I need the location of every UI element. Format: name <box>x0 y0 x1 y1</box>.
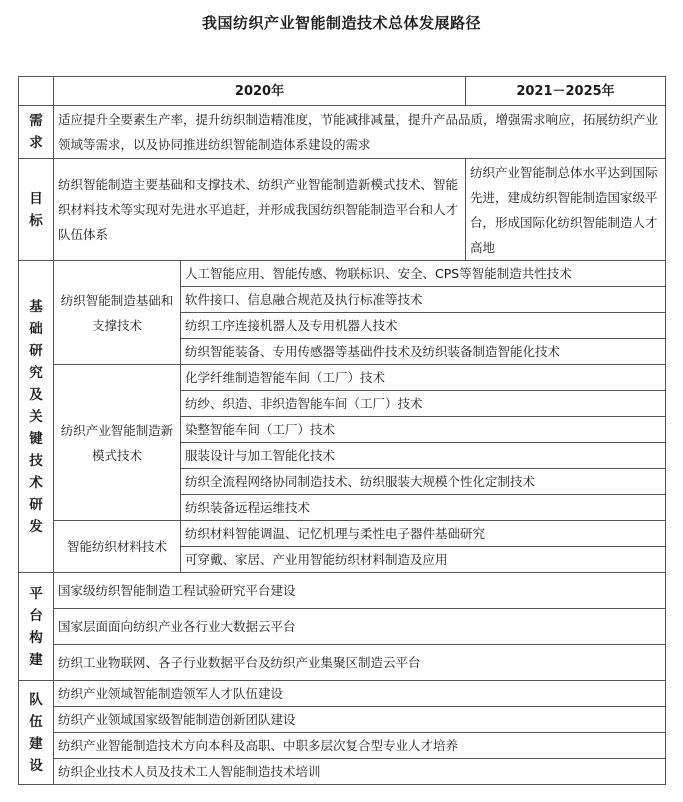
team-row <box>19 733 666 759</box>
research-item: 软件接口、信息融合规范及执行标准等技术 <box>181 287 666 313</box>
platform-item: 国家级纺织智能制造工程试验研究平台建设 <box>54 573 666 609</box>
research-item: 可穿戴、家居、产业用智能纺织材料制造及应用 <box>181 547 666 573</box>
research-group-name: 纺织产业智能制造新模式技术 <box>54 365 181 521</box>
platform-item: 国家层面面向纺织产业各行业大数据云平台 <box>54 609 666 645</box>
team-row <box>19 681 666 707</box>
team-label: 队伍建设 <box>19 681 54 785</box>
year-2021-2025-header: 2021－2025年 <box>466 77 666 106</box>
research-item: 纺织全流程网络协同制造技术、纺织服装大规模个性化定制技术 <box>181 469 666 495</box>
goal-label: 目标 <box>19 159 54 261</box>
demand-row <box>19 106 666 159</box>
goal-text-2021-2025: 纺织产业智能制总体水平达到国际先进，建成纺织智能制造国家级平台，形成国际化纺织智能制造人才高地 <box>466 159 666 261</box>
research-group-name: 纺织智能制造基础和支撑技术 <box>54 261 181 365</box>
demand-text: 适应提升全要素生产率，提升纺织制造精准度，节能减排减量，提升产品品质，增强需求响应，拓展纺织产业领域等需求，以及协同推进纺织智能制造体系建设的需求 <box>54 106 666 159</box>
research-group-name: 智能纺织材料技术 <box>54 521 181 573</box>
research-row <box>19 261 666 287</box>
header-row <box>19 77 666 106</box>
year-2020-header: 2020年 <box>54 77 466 106</box>
team-row <box>19 707 666 733</box>
team-row <box>19 759 666 785</box>
header-corner-cell <box>19 77 54 106</box>
platform-label: 平台构建 <box>19 573 54 681</box>
platform-row <box>19 609 666 645</box>
research-item: 纺织智能装备、专用传感器等基础件技术及纺织装备制造智能化技术 <box>181 339 666 365</box>
research-item: 化学纤维制造智能车间（工厂）技术 <box>181 365 666 391</box>
team-item: 纺织产业领域智能制造领军人才队伍建设 <box>54 681 666 707</box>
roadmap-table <box>18 76 666 785</box>
platform-item: 纺织工业物联网、各子行业数据平台及纺织产业集聚区制造云平台 <box>54 645 666 681</box>
research-item: 纺纱、织造、非织造智能车间（工厂）技术 <box>181 391 666 417</box>
research-item: 人工智能应用、智能传感、物联标识、安全、CPS等智能制造共性技术 <box>181 261 666 287</box>
research-item: 纺织工序连接机器人及专用机器人技术 <box>181 313 666 339</box>
team-item: 纺织产业领域国家级智能制造创新团队建设 <box>54 707 666 733</box>
research-row <box>19 365 666 391</box>
page-title: 我国纺织产业智能制造技术总体发展路径 <box>201 14 481 32</box>
research-item: 纺织装备远程运维技术 <box>181 495 666 521</box>
goal-text-2020: 纺织智能制造主要基础和支撑技术、纺织产业智能制造新模式技术、智能织材料技术等实现对先进水平追赶，并形成我国纺织智能制造平台和人才队伍体系 <box>54 159 466 261</box>
goal-row <box>19 159 666 261</box>
research-row <box>19 521 666 547</box>
demand-label: 需求 <box>19 106 54 159</box>
platform-row <box>19 645 666 681</box>
platform-row <box>19 573 666 609</box>
team-item: 纺织产业智能制造技术方向本科及高职、中职多层次复合型专业人才培养 <box>54 733 666 759</box>
research-item: 染整智能车间（工厂）技术 <box>181 417 666 443</box>
research-label: 基础研究及关键技术研发 <box>19 261 54 573</box>
research-item: 纺织材料智能调温、记忆机理与柔性电子器件基础研究 <box>181 521 666 547</box>
research-item: 服装设计与加工智能化技术 <box>181 443 666 469</box>
team-item: 纺织企业技术人员及技术工人智能制造技术培训 <box>54 759 666 785</box>
